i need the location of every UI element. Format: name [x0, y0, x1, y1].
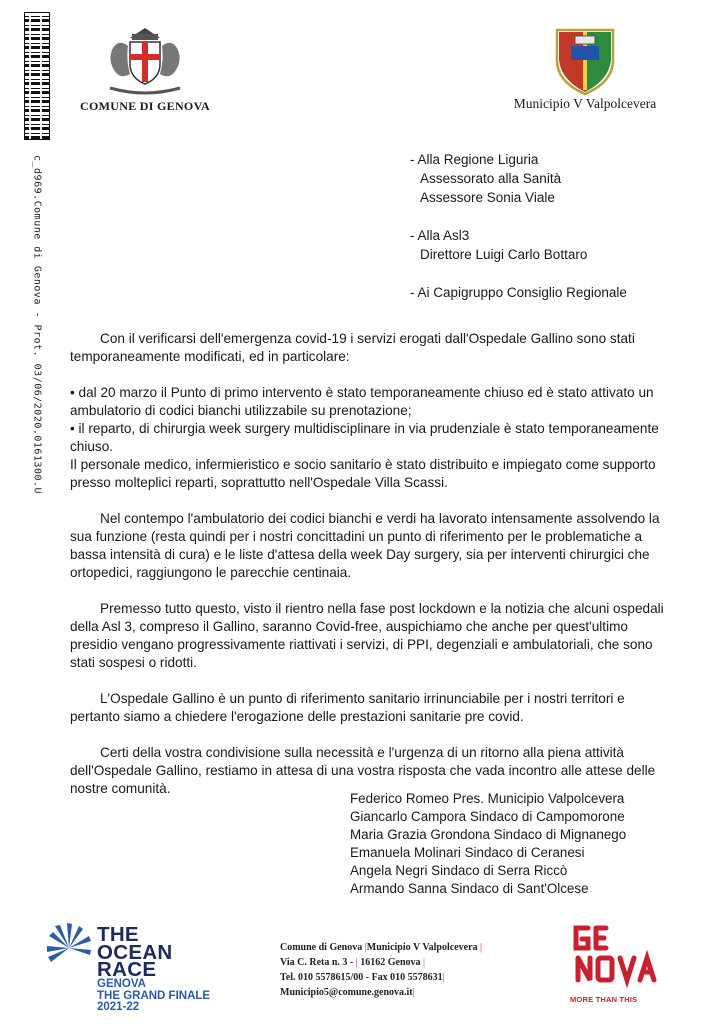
- address-line: Via C. Reta n. 3 - | 16162 Genova |: [280, 957, 426, 968]
- genova-wordmark: [570, 922, 660, 994]
- email-link[interactable]: Municipio5@comune.genova.it: [280, 987, 413, 998]
- recipient-capigruppo: [410, 283, 627, 302]
- recipient-line: Assessore Sonia Viale: [420, 190, 555, 205]
- ocean-race-word: OCEAN: [97, 940, 173, 964]
- municipio-name: Municipio V Valpolcevera: [513, 96, 657, 111]
- footer-address: [280, 940, 482, 1000]
- recipients-block: [410, 150, 627, 321]
- paragraph-closing: Certi della vostra condivisione sulla necessità e l'urgenza di un ritorno alla piena attività dell'Ospedale Gallino, restiamo in attesa di una vostra risposta che vada incontro alle attese delle nostre comunità.: [70, 745, 656, 796]
- address-text: Tel. 010 5578615/00 - Fax 010 5578631: [280, 972, 443, 983]
- address-text: Municipio V Valpolcevera: [366, 942, 478, 953]
- signature-line: Angela Negri Sindaco di Serra Riccò: [350, 863, 568, 878]
- recipient-asl3: [410, 226, 627, 264]
- address-text: 16162 Genova: [360, 957, 421, 968]
- address-line: Tel. 010 5578615/00 - Fax 010 5578631|: [280, 972, 445, 983]
- bullet-surgery: • il reparto, di chirurgia week surgery multidisciplinare in via prudenziale è stato temporaneamente chiuso.: [70, 421, 659, 454]
- recipient-line: - Ai Capigruppo Consiglio Regionale: [410, 283, 627, 302]
- recipient-regione: [410, 150, 627, 207]
- ocean-race-sub-line: GENOVA: [97, 978, 146, 990]
- address-line: Comune di Genova |Municipio V Valpolcevera |: [280, 942, 483, 953]
- comune-genova-coat-of-arms: [100, 20, 190, 100]
- recipient-line: Assessorato alla Sanità: [420, 171, 562, 186]
- genova-tagline: MORE THAN THIS: [570, 995, 638, 1004]
- signature-line: Federico Romeo Pres. Municipio Valpolcevera: [350, 791, 625, 806]
- bullet-ppi: • dal 20 marzo il Punto di primo intervento è stato temporaneamente chiuso ed è stato attivato un ambulatorio di codici bianchi utilizzabile su prenotazione;: [70, 385, 654, 418]
- paragraph-intro: Con il verificarsi dell'emergenza covid-19 i servizi erogati dall'Ospedale Gallino sono stati temporaneamente modificati, ed in particolare:: [70, 331, 635, 364]
- ocean-race-word: RACE: [97, 958, 157, 981]
- qr-code: [24, 12, 50, 140]
- address-text: Comune di Genova: [280, 942, 363, 953]
- address-line: Municipio5@comune.genova.it|: [280, 987, 415, 998]
- recipient-line: - Alla Asl3: [410, 226, 627, 245]
- ocean-race-title: [97, 923, 173, 981]
- signature-line: Emanuela Molinari Sindaco di Ceranesi: [350, 845, 585, 860]
- protocol-stamp: c_d969.Comune di Genova - Prot. 03/06/2020.0161300.U: [31, 155, 43, 495]
- recipient-line: Direttore Luigi Carlo Bottaro: [420, 247, 588, 262]
- signature-line: Giancarlo Campora Sindaco di Campomorone: [350, 809, 625, 824]
- ocean-race-word: THE: [97, 923, 139, 946]
- genova-logo: [570, 922, 660, 1012]
- comune-name: COMUNE DI GENOVA: [80, 99, 210, 113]
- municipio-coat-of-arms: [553, 26, 617, 96]
- recipient-line: - Alla Regione Liguria: [410, 150, 627, 169]
- paragraph-gallino: L'Ospedale Gallino è un punto di riferimento sanitario irrinunciabile per i nostri territori e pertanto siamo a chiedere l'erogazione delle prestazioni sanitarie pre covid.: [70, 691, 625, 724]
- letter-body: [70, 330, 670, 798]
- ocean-race-logo: [45, 922, 245, 1022]
- ocean-race-swirl-icon: [45, 922, 93, 974]
- address-text: Via C. Reta n. 3 -: [280, 957, 354, 968]
- paragraph-premesso: Premesso tutto questo, visto il rientro nella fase post lockdown e la notizia che alcuni ospedali della Asl 3, compreso il Gallino, saranno Covid-free, auspichiamo che anche per quest'ultimo presidio vengano progressivamente riattivati i servizi, di PPI, degenziali e ambulatoriali, che sono stati sospesi o ridotti.: [70, 601, 664, 670]
- ocean-race-sub-line: 2021-22: [97, 1001, 140, 1013]
- paragraph-staff: Il personale medico, infermieristico e socio sanitario è stato distribuito e impiegato come supporto presso molteplici reparti, soprattutto nell'Ospedale Villa Scassi.: [70, 457, 656, 490]
- ocean-race-sub-line: THE GRAND FINALE: [97, 989, 211, 1002]
- signature-line: Maria Grazia Grondona Sindaco di Mignanego: [350, 827, 627, 842]
- signatures-block: [350, 790, 626, 898]
- ocean-race-subtitle: [97, 979, 210, 1014]
- signature-line: Armando Sanna Sindaco di Sant'Olcese: [350, 881, 589, 896]
- paragraph-ambulatorio: Nel contempo l'ambulatorio dei codici bianchi e verdi ha lavorato intensamente assolvendo la sua funzione (resta quindi per i nostri concittadini un punto di riferimento per le problematiche a bassa intensità di cura) e le liste d'attesa della week Day surgery, sia per interventi chirurgici che ortopedici, raggiungono le parecchie centinaia.: [70, 511, 660, 580]
